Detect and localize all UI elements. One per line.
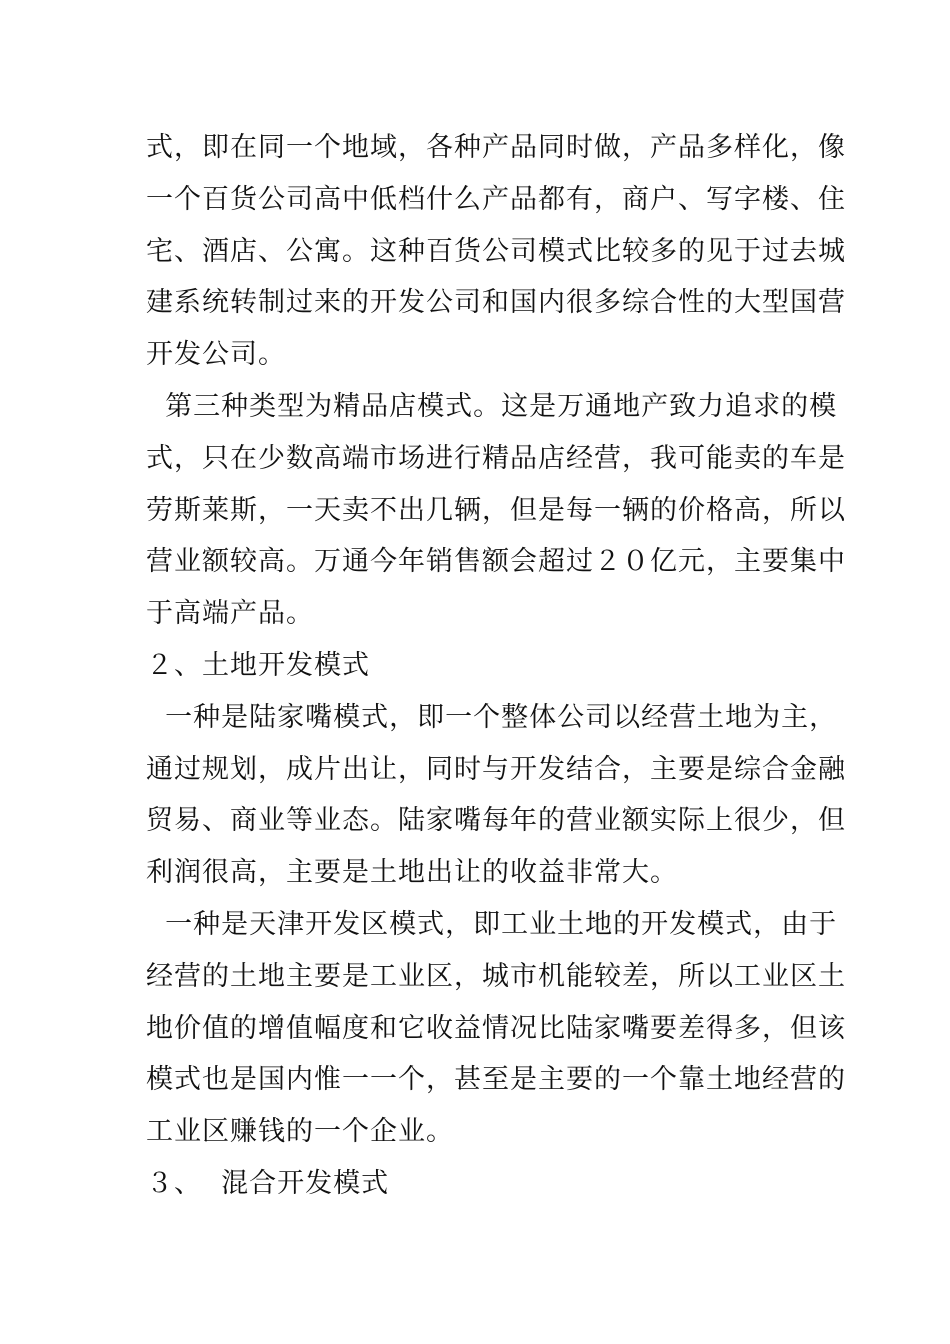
text-line: 宅、酒店、公寓。这种百货公司模式比较多的见于过去城 (146, 235, 846, 267)
text-line: 于高端产品。 (146, 598, 314, 630)
text-line: 地价值的增值幅度和它收益情况比陆家嘴要差得多，但该 (146, 1012, 846, 1044)
text-line: 通过规划，成片出让，同时与开发结合，主要是综合金融 (146, 753, 846, 785)
text-line: 营业额较高。万通今年销售额会超过２０亿元，主要集中 (146, 546, 846, 578)
paragraph-first-line: 一种是天津开发区模式，即工业土地的开发模式，由于 (146, 908, 838, 940)
document-body (146, 122, 846, 1210)
text-line: 建系统转制过来的开发公司和国内很多综合性的大型国营 (146, 287, 846, 319)
text-line: 工业区赚钱的一个企业。 (146, 1116, 454, 1148)
text-line: 式，只在少数高端市场进行精品店经营，我可能卖的车是 (146, 442, 846, 474)
text-line: 式，即在同一个地域，各种产品同时做，产品多样化，像 (146, 132, 846, 163)
paragraph-first-line: 一种是陆家嘴模式，即一个整体公司以经营土地为主， (146, 701, 838, 733)
text-line: 利润很高，主要是土地出让的收益非常大。 (146, 857, 678, 889)
text-line: 贸易、商业等业态。陆家嘴每年的营业额实际上很少，但 (146, 805, 846, 837)
text-line: 经营的土地主要是工业区，城市机能较差，所以工业区土 (146, 960, 846, 992)
text-line: 劳斯莱斯，一天卖不出几辆，但是每一辆的价格高，所以 (146, 494, 846, 526)
text-line: 开发公司。 (146, 339, 286, 371)
text-line: 模式也是国内惟一一个，甚至是主要的一个靠土地经营的 (146, 1064, 846, 1096)
section-heading: ２、土地开发模式 (146, 649, 370, 681)
section-heading: ３、 混合开发模式 (146, 1167, 390, 1199)
paragraph-first-line: 第三种类型为精品店模式。这是万通地产致力追求的模 (146, 390, 838, 422)
text-line: 一个百货公司高中低档什么产品都有，商户、写字楼、住 (146, 183, 846, 215)
